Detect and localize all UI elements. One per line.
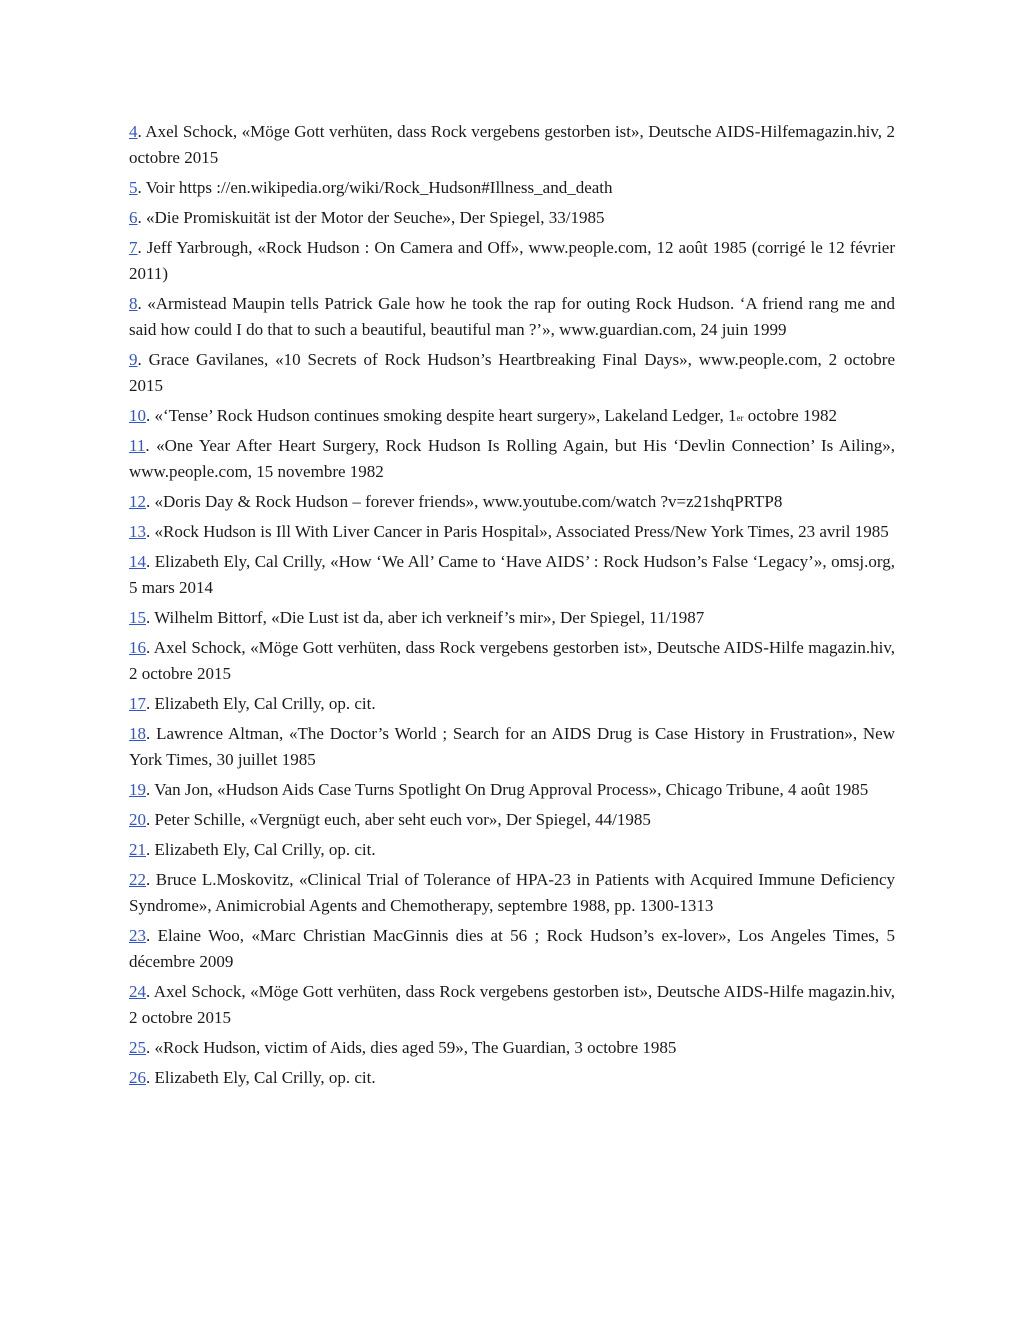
footnote-link-23[interactable]: 23 xyxy=(129,926,146,945)
footnote-link-24[interactable]: 24 xyxy=(129,982,146,1001)
footnote-link-7[interactable]: 7 xyxy=(129,238,138,257)
footnote-20 xyxy=(129,807,895,833)
footnote-18 xyxy=(129,721,895,773)
footnote-text: . «Die Promiskuität ist der Motor der Seuche», Der Spiegel, 33/1985 xyxy=(137,208,605,227)
footnote-7 xyxy=(129,235,895,287)
footnote-link-17[interactable]: 17 xyxy=(129,694,146,713)
footnote-text: . Wilhelm Bittorf, «Die Lust ist da, aber ich verkneif’s mir», Der Spiegel, 11/1987 xyxy=(146,608,705,627)
footnote-19 xyxy=(129,777,895,803)
footnote-text: . Peter Schille, «Vergnügt euch, aber seht euch vor», Der Spiegel, 44/1985 xyxy=(146,810,651,829)
footnote-link-5[interactable]: 5 xyxy=(129,178,138,197)
footnote-21 xyxy=(129,837,895,863)
footnote-text: . Elaine Woo, «Marc Christian MacGinnis dies at 56 ; Rock Hudson’s ex-lover», Los Angeles Times, 5 décembre 2009 xyxy=(129,926,895,971)
footnote-15 xyxy=(129,605,895,631)
footnote-text: . Lawrence Altman, «The Doctor’s World ; Search for an AIDS Drug is Case History in Frustration», New York Times, 30 juillet 1985 xyxy=(129,724,895,769)
footnote-8 xyxy=(129,291,895,343)
footnote-text: . «Armistead Maupin tells Patrick Gale how he took the rap for outing Rock Hudson. ‘A friend rang me and said how could I do that to such a beautiful, beautiful man ?’», www.guardian.com, 24 juin 1999 xyxy=(129,294,895,339)
footnote-link-21[interactable]: 21 xyxy=(129,840,146,859)
footnote-text: . Jeff Yarbrough, «Rock Hudson : On Camera and Off», www.people.com, 12 août 1985 (corrigé le 12 février 2011) xyxy=(129,238,895,283)
ordinal-suffix: er xyxy=(736,413,744,423)
footnote-text: . Elizabeth Ely, Cal Crilly, op. cit. xyxy=(146,840,376,859)
footnote-link-25[interactable]: 25 xyxy=(129,1038,146,1057)
footnote-link-20[interactable]: 20 xyxy=(129,810,146,829)
footnote-link-4[interactable]: 4 xyxy=(129,122,138,141)
footnote-text-after: octobre 1982 xyxy=(743,406,837,425)
footnote-16 xyxy=(129,635,895,687)
footnote-26 xyxy=(129,1065,895,1091)
footnote-link-10[interactable]: 10 xyxy=(129,406,146,425)
footnote-text: . Grace Gavilanes, «10 Secrets of Rock Hudson’s Heartbreaking Final Days», www.people.com, 2 octobre 2015 xyxy=(129,350,895,395)
footnote-link-22[interactable]: 22 xyxy=(129,870,146,889)
footnote-text: . Bruce L.Moskovitz, «Clinical Trial of Tolerance of HPA-23 in Patients with Acquired Immune Deficiency Syndrome», Animicrobial Agents and Chemotherapy, septembre 1988, pp. 1300-1313 xyxy=(129,870,895,915)
footnote-text: . Elizabeth Ely, Cal Crilly, op. cit. xyxy=(146,694,376,713)
footnote-link-16[interactable]: 16 xyxy=(129,638,146,657)
footnote-link-26[interactable]: 26 xyxy=(129,1068,146,1087)
footnote-text: . «Doris Day & Rock Hudson – forever friends», www.youtube.com/watch ?v=z21shqPRTP8 xyxy=(146,492,783,511)
footnote-9 xyxy=(129,347,895,399)
footnote-12 xyxy=(129,489,895,515)
footnote-4 xyxy=(129,119,895,171)
footnote-22 xyxy=(129,867,895,919)
footnote-link-8[interactable]: 8 xyxy=(129,294,138,313)
footnote-link-15[interactable]: 15 xyxy=(129,608,146,627)
footnote-text: . Voir https ://en.wikipedia.org/wiki/Rock_Hudson#Illness_and_death xyxy=(137,178,613,197)
footnote-24 xyxy=(129,979,895,1031)
footnote-link-13[interactable]: 13 xyxy=(129,522,146,541)
footnote-link-9[interactable]: 9 xyxy=(129,350,138,369)
footnote-link-12[interactable]: 12 xyxy=(129,492,146,511)
footnote-6 xyxy=(129,205,895,231)
footnote-text: . Van Jon, «Hudson Aids Case Turns Spotlight On Drug Approval Process», Chicago Tribune, 4 août 1985 xyxy=(146,780,869,799)
footnote-link-6[interactable]: 6 xyxy=(129,208,138,227)
footnote-text: . Elizabeth Ely, Cal Crilly, «How ‘We All’ Came to ‘Have AIDS’ : Rock Hudson’s False ‘Legacy’», omsj.org, 5 mars 2014 xyxy=(129,552,895,597)
footnote-text: . «One Year After Heart Surgery, Rock Hudson Is Rolling Again, but His ‘Devlin Connection’ Is Ailing», www.people.com, 15 novembre 1982 xyxy=(129,436,895,481)
footnote-25 xyxy=(129,1035,895,1061)
footnote-10 xyxy=(129,403,895,429)
footnotes-list xyxy=(129,119,895,1095)
footnote-23 xyxy=(129,923,895,975)
footnote-17 xyxy=(129,691,895,717)
footnote-14 xyxy=(129,549,895,601)
footnote-text: . Axel Schock, «Möge Gott verhüten, dass Rock vergebens gestorben ist», Deutsche AIDS-Hilfe magazin.hiv, 2 octobre 2015 xyxy=(129,982,895,1027)
footnote-link-19[interactable]: 19 xyxy=(129,780,146,799)
footnote-text: . Elizabeth Ely, Cal Crilly, op. cit. xyxy=(146,1068,376,1087)
footnote-text: . Axel Schock, «Möge Gott verhüten, dass Rock vergebens gestorben ist», Deutsche AIDS-Hilfemagazin.hiv, 2 octobre 2015 xyxy=(129,122,895,167)
footnote-link-11[interactable]: 11 xyxy=(129,436,146,455)
footnote-5 xyxy=(129,175,895,201)
footnote-13 xyxy=(129,519,895,545)
footnote-link-14[interactable]: 14 xyxy=(129,552,146,571)
footnote-link-18[interactable]: 18 xyxy=(129,724,146,743)
footnote-text: . Axel Schock, «Möge Gott verhüten, dass Rock vergebens gestorben ist», Deutsche AIDS-Hilfe magazin.hiv, 2 octobre 2015 xyxy=(129,638,895,683)
footnote-text: . «Rock Hudson, victim of Aids, dies aged 59», The Guardian, 3 octobre 1985 xyxy=(146,1038,677,1057)
footnote-text: . «Rock Hudson is Ill With Liver Cancer in Paris Hospital», Associated Press/New York Times, 23 avril 1985 xyxy=(146,522,889,541)
footnote-text: . «‘Tense’ Rock Hudson continues smoking despite heart surgery», Lakeland Ledger, 1 xyxy=(146,406,737,425)
footnote-11 xyxy=(129,433,895,485)
